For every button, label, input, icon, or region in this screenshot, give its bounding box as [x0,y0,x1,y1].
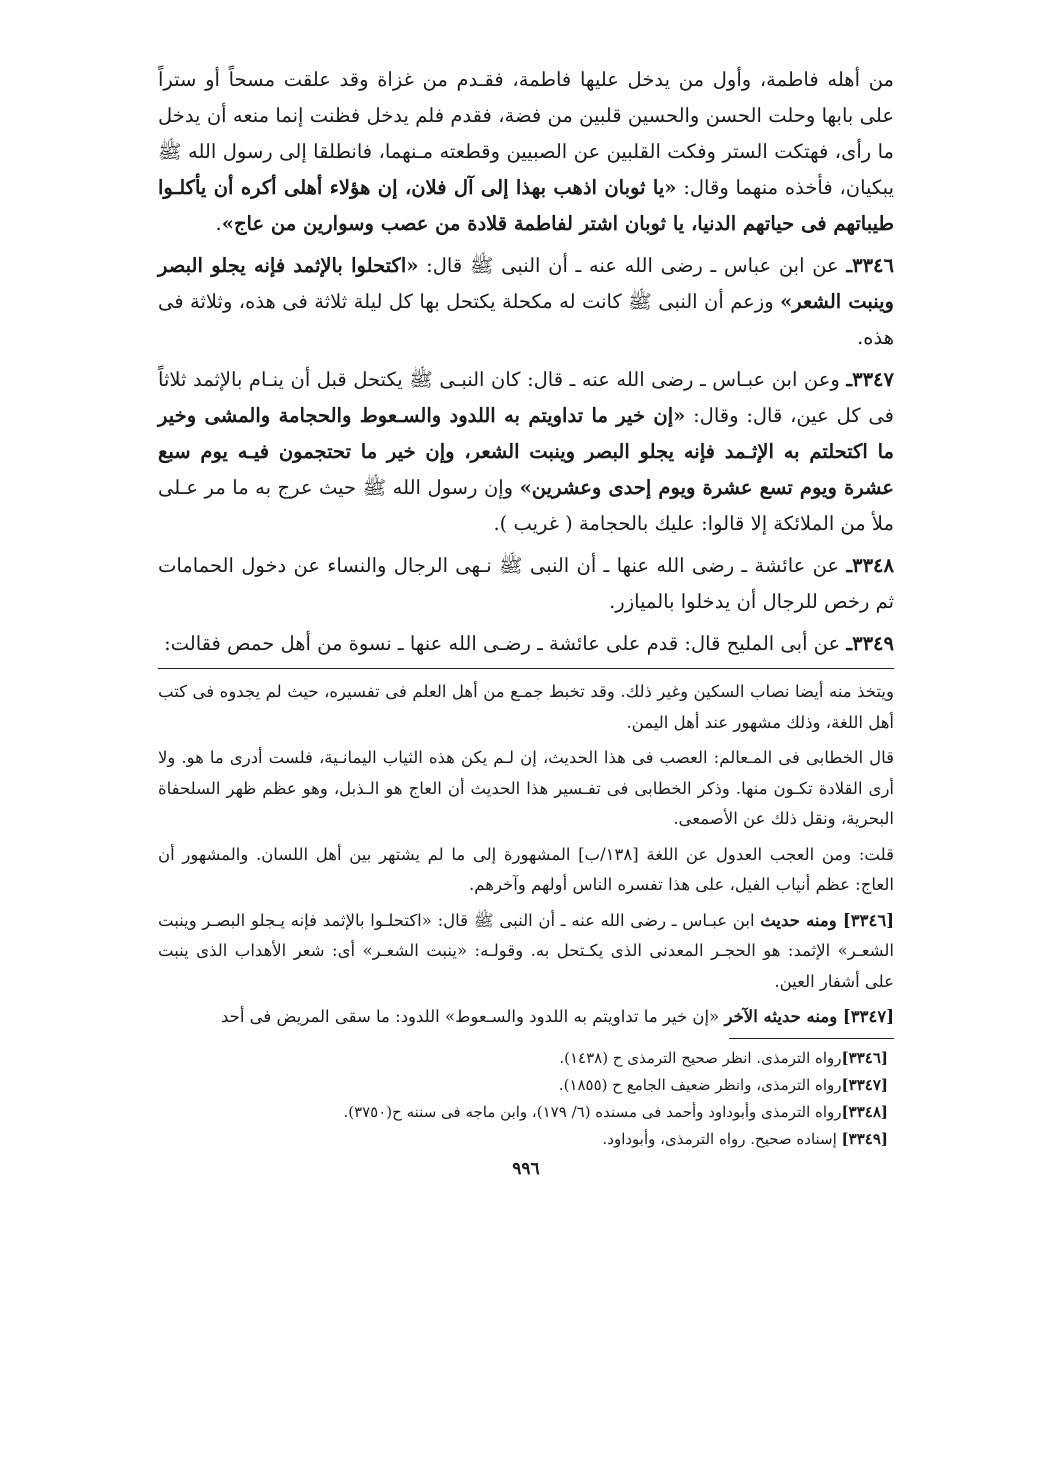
hadith-quote: «اكتحلوا بالإثمد فإنه يجلو البصر وينبت الشعر» [158,254,894,313]
footnote-ref: [٣٣٤٩] [841,1129,888,1148]
hadith-text: . [215,212,222,235]
footnote: [٣٣٤٧]رواه الترمذى، وانظر ضعيف الجامع ح (١٨٥٥). [558,1075,888,1094]
hadith-text: من أهله فاطمة، وأول من يدخل عليها فاطمة، فقـدم من غزاة وقد علقت مسحاً أو ستراً على بابها وحلت الحسن والحسين قلبين من فضة، فقدم فلم يدخل فظنت إنما منعه أن يدخل ما رأى، فهتكت الستر وفكت القلبين عن الصبيين وقطعته مـنهما، فانطلقا إلى رسول الله ﷺ يبكيان، فأخذه منهما وقال: [158,68,894,199]
footnote: [٣٣٤٩] إسناده صحيح. رواه الترمذى، وأبوداود. [602,1129,888,1148]
footnote-ref: [٣٣٤٧] [841,1075,888,1094]
hadith-number: ٣٣٤٨ـ [846,554,894,577]
commentary-ref: [٣٣٤٧] ومنه حديثه الآخر [724,1007,894,1026]
hadith-paragraph-3349 [158,626,894,662]
commentary-paragraph: قلت: ومن العجب العدول عن اللغة [١٣٨/ب] المشهورة إلى ما لم يشتهر بين أهل اللسان. والمشهور أن العاج: عظم أنياب الفيل، على هذا تفسره الناس أولهم وآخرهم. [158,844,894,894]
hadith-text: وزعم أن النبى ﷺ كانت له مكحلة يكتحل بها كل ليلة ثلاثة فى هذه، وثلاثة فى هذه. [158,290,894,349]
hadith-number: ٣٣٤٧ـ [846,368,894,391]
hadith-paragraph-continuation [158,62,894,242]
commentary-paragraph: [٣٣٤٦] ومنه حديث ابن عبـاس ـ رضى الله عنه ـ أن النبى ﷺ قال: «اكتحلـوا بالإثمد فإنه يـجلو البصـر وينبت الشعـر» الإثمد: هو الحجـر المعدنى الذى يكـتحل به. وقولـه: «ينبت الشعـر» أى: شعر الأهداب الذى ينبت على أشفار العين. [158,910,894,991]
hadith-section [158,62,894,662]
document-page [158,62,894,1179]
hadith-number: ٣٣٤٩ـ [846,632,894,655]
commentary-ref: [٣٣٤٦] ومنه حديث [760,910,894,930]
footnotes-section [158,1045,894,1153]
footnote-divider [729,1038,894,1039]
commentary-paragraph: ويتخذ منه أيضا نصاب السكين وغير ذلك. وقد تخبط جمـع من أهل العلم فى تفسيره، حيث لم يجدوه فى كتب أهل اللغة، وذلك مشهور عند أهل اليمن. [158,682,894,732]
footnote: [٣٣٤٦]رواه الترمذى. انظر صحيح الترمذى ح (١٤٣٨). [559,1048,888,1067]
hadith-paragraph-3348 [158,548,894,620]
commentary-section [158,677,894,1033]
footnote-ref: [٣٣٤٨] [841,1102,888,1121]
footnote-ref: [٣٣٤٦] [841,1048,888,1067]
hadith-text: عن أبى المليح قال: قدم على عائشة ـ رضـى الله عنها ـ نسوة من أهل حمص فقالت: [164,632,847,655]
footnote: [٣٣٤٨]رواه الترمذى وأبوداود وأحمد فى مسنده (٦/ ١٧٩)، وابن ماجه فى سننه ح(٣٧٥٠). [343,1102,888,1121]
hadith-text: عن عائشة ـ رضى الله عنها ـ أن النبى ﷺ نـهى الرجال والنساء عن دخول الحمامات ثم رخص للرجال أن يدخلوا بالميازر. [158,554,894,613]
hadith-number: ٣٣٤٦ـ [846,254,894,277]
commentary-paragraph: قال الخطابى فى المـعالم: العصب فى هذا الحديث، إن لـم يكن هذه الثياب اليمانـية، فلست أدرى ما هو. ولا أرى القلادة تكـون منها. وذكر الخطابى فى تفـسير هذا الحديث أن العاج هو الـذبل، وهو عظم ظهر السلحفاة البحرية، ونقل ذلك عن الأصمعى. [158,748,894,828]
hadith-text: وإن رسول الله ﷺ حيث عرج به ما مر عـلى ملأ من الملائكة إلا قالوا: عليك بالحجامة ( غريب ). [158,476,894,535]
hadith-quote: «إن خير ما تداويتم به اللدود والسـعوط والحجامة والمشى وخير ما اكتحلتم به الإثـمد فإنه يجلو البصر وينبت الشعر، وإن خير ما تحتجمون فيـه يوم سبع عشرة ويوم تسع عشرة ويوم إحدى وعشرين» [158,404,894,499]
hadith-paragraph-3347 [158,362,894,542]
hadith-quote: «يا ثوبان اذهب بهذا إلى آل فلان، إن هؤلاء أهلى أكره أن يأكلـوا طيباتهم فى حياتهم الدنيا، يا ثوبان اشتر لفاطمة قلادة من عصب وسوارين من عاج» [158,176,894,235]
hadith-text: عن ابن عباس ـ رضى الله عنه ـ أن النبى ﷺ قال: [418,254,847,277]
section-divider [158,668,894,669]
page-number: ٩٩٦ [512,1158,540,1179]
commentary-paragraph: [٣٣٤٧] ومنه حديثه الآخر «إن خير ما تداويتم به اللدود والسـعوط» اللدود: ما سقى المريض فى أحد [220,1007,894,1026]
hadith-paragraph-3346 [158,248,894,356]
hadith-text: وعن ابن عبـاس ـ رضى الله عنه ـ قال: كان النبـى ﷺ يكتحل قبل أن ينـام بالإثمد ثلاثاً فى كل عين، قال: وقال: [158,368,894,427]
